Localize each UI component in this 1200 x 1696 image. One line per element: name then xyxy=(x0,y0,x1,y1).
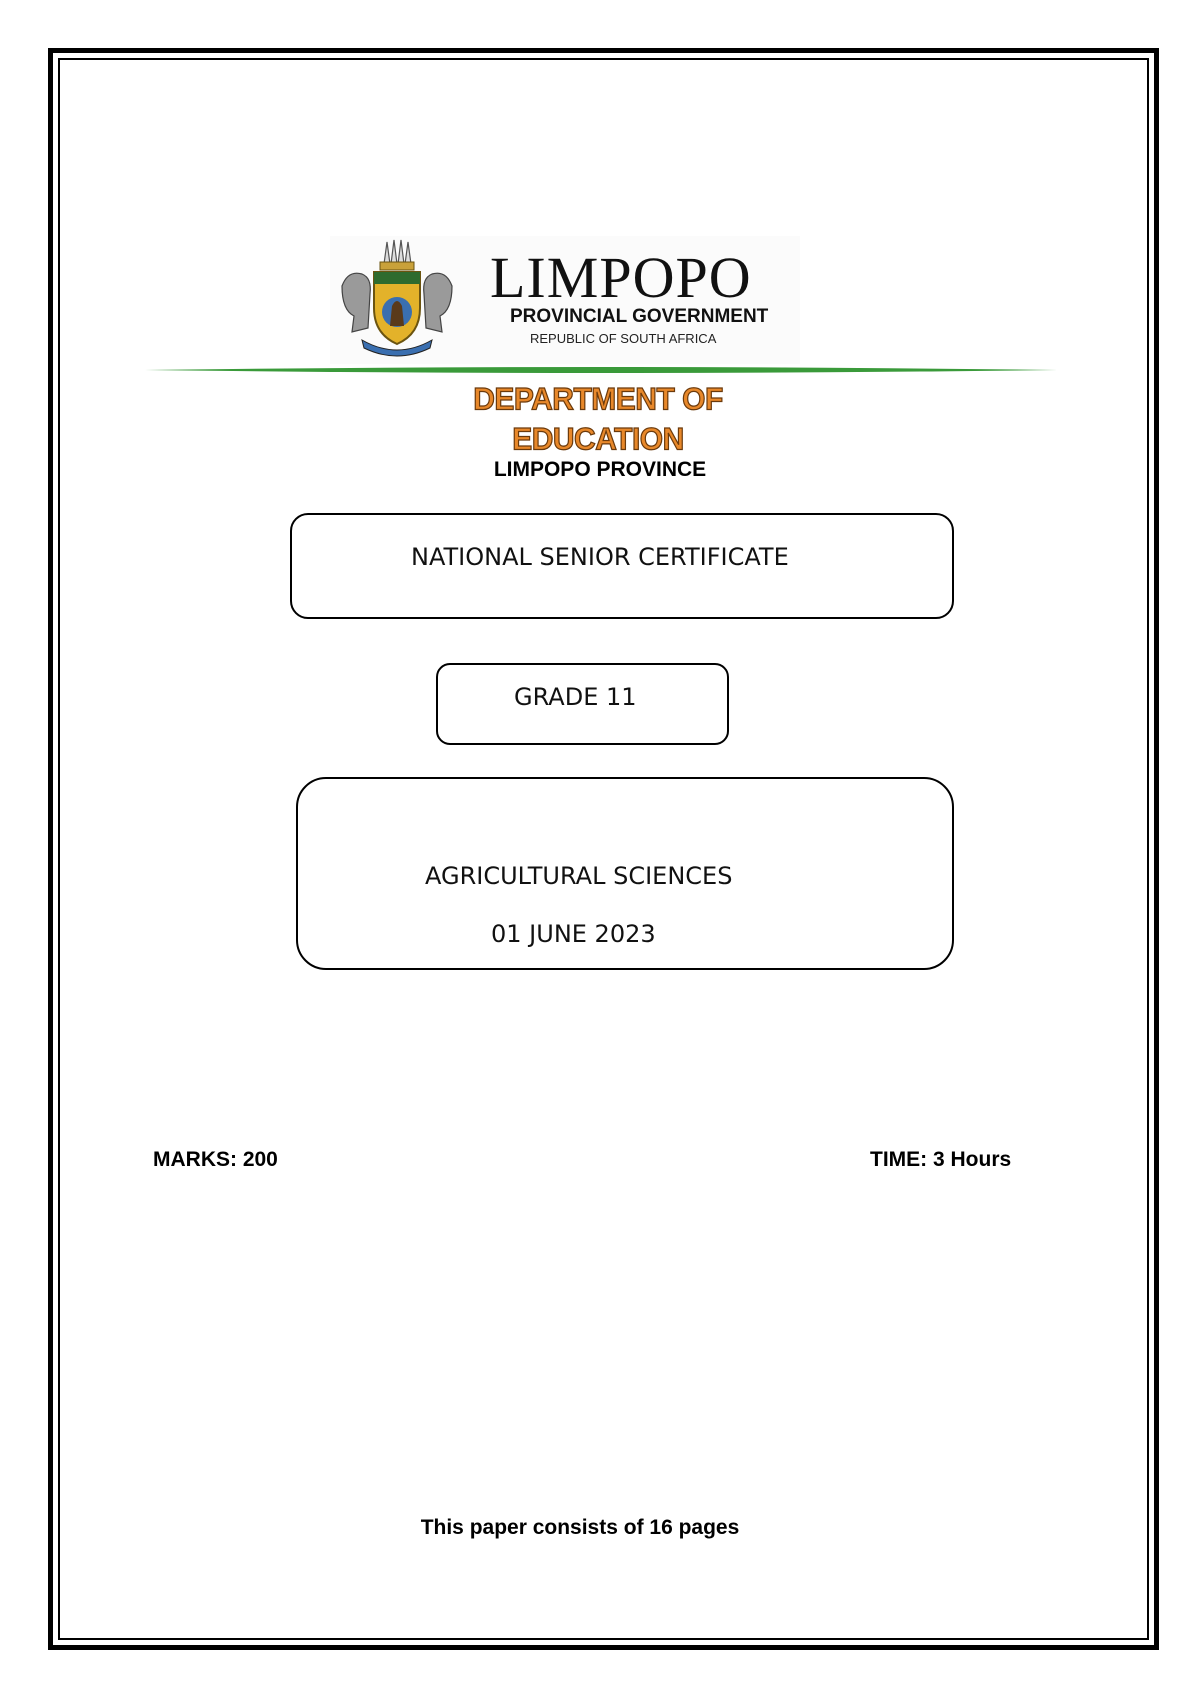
marks-label: MARKS: 200 xyxy=(153,1148,278,1171)
grade-label: GRADE 11 xyxy=(514,683,637,711)
department-title: DEPARTMENT OF EDUCATION xyxy=(473,382,723,457)
certificate-title: NATIONAL SENIOR CERTIFICATE xyxy=(411,543,789,571)
logo-subtitle: PROVINCIAL GOVERNMENT xyxy=(510,306,769,327)
time-label: TIME: 3 Hours xyxy=(870,1148,1012,1171)
subject-title: AGRICULTURAL SCIENCES xyxy=(425,862,733,890)
province-title: LIMPOPO PROVINCE xyxy=(493,458,707,481)
page-count-note: This paper consists of 16 pages xyxy=(420,1516,740,1539)
coat-of-arms-icon xyxy=(334,236,460,362)
logo-country: REPUBLIC OF SOUTH AFRICA xyxy=(530,331,717,346)
logo-title: LIMPOPO xyxy=(490,245,752,310)
exam-date: 01 JUNE 2023 xyxy=(491,920,656,948)
green-divider-rule xyxy=(145,366,1057,374)
